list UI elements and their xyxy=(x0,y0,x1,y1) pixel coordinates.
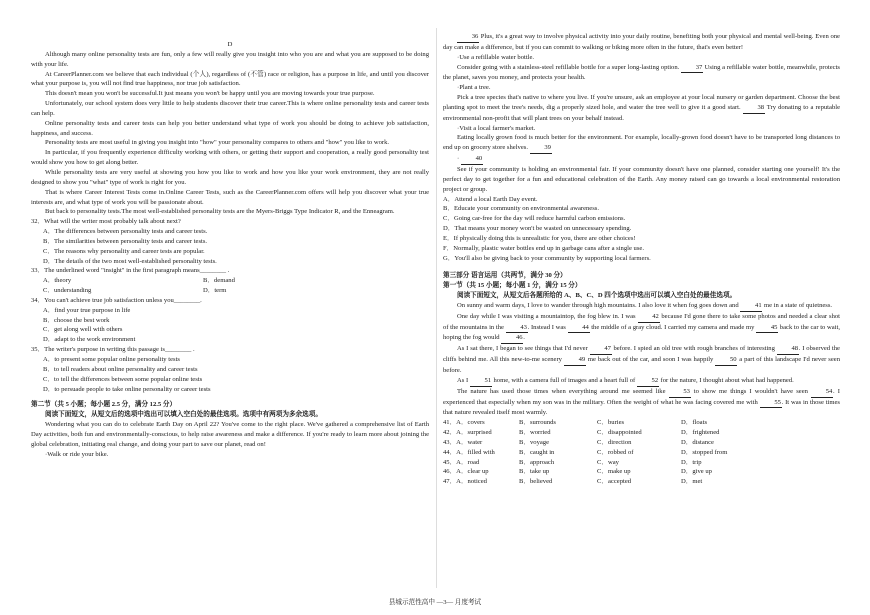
answer-option: C．buries xyxy=(597,419,625,427)
cloze-text: to show me things I wouldn't have seen xyxy=(690,387,812,395)
answer-option: B．surrounds xyxy=(519,419,556,427)
answer-option: 47．A．noticed xyxy=(443,478,487,486)
answer-row xyxy=(443,418,840,428)
answer-option: C．way xyxy=(597,458,619,466)
cloze-blank: 42 xyxy=(638,312,660,323)
answer-option: B．caught in xyxy=(519,448,555,456)
cloze-blank: 52 xyxy=(637,376,659,387)
paragraph-39: Eating locally grown food is much better for the environment. For example, locally-grown food doesn't have to be transported long distances to end up on grocery store shelves. 39 xyxy=(443,133,840,154)
answer-option: D．stopped from xyxy=(681,448,728,456)
blank-36: 36 xyxy=(457,32,479,43)
answer-option: D．give up xyxy=(681,468,712,476)
answer-option: B．approach xyxy=(519,458,555,466)
section-2-instructions: 阅读下面短文，从短文后的选项中选出可以填入空白处的最佳选项。选项中有两项为多余选项。 xyxy=(45,411,322,419)
cloze-text: me back out of the car, and soon I was happily xyxy=(585,356,716,364)
answer-row xyxy=(443,428,840,438)
option-item: C．Going car-free for the day will reduce harmful carbon emissions. xyxy=(443,215,626,223)
cloze-text: . I observed the cliffs behind me. All this new-to-me scenery xyxy=(443,345,840,364)
cloze-blank: 47 xyxy=(590,344,612,355)
cloze-passage xyxy=(443,301,840,418)
passage-paragraph: This doesn't mean you won't be successful.It just means you won't be happy until you are moving towards your true purpose. xyxy=(45,90,375,98)
blank-37: 37 xyxy=(681,63,703,74)
cloze-text: for the nature, I thought about what had happened. xyxy=(658,376,794,384)
cloze-blank: 46 xyxy=(501,333,523,344)
passage-paragraph: While personality tests are very useful at showing you how you like to work and how you like your work environment, they are not really designed to show you "what" type of work is right for you. xyxy=(31,168,429,186)
passage-paragraph: At CareerPlanner.com we believe that each individual (个人), regardless of (不管) race or religion, has a purpose in life, and until you discover what your purpose is, you will not find true happiness, nor true job satisfaction. xyxy=(31,70,429,88)
answer-option: C．direction xyxy=(597,438,632,446)
question-32: 32．What will the writer most probably talk about next? A．The differences between personality tests and career tests. B．The similarities between personality tests and career tests. C．The reasons why personality and career tests are popular. D．The details of the two most well-established personality tests. xyxy=(31,218,217,265)
subheading-market: ·Visit a local farmer's market. xyxy=(457,124,536,132)
earth-day-intro: Wondering what you can do to celebrate Earth Day on April 22? You've come to the right place. We've gathered a comprehensive list of Earth Day activities, both fun and environmentally-conscious, to help raise awareness and make a difference. If you're ready to learn more about joining the global celebration, initiating real change, and doing your part to save our planet, read on! xyxy=(31,421,429,448)
paragraph-36: 36 Plus, it's a great way to involve physical activity into your daily routine, benefiting both your physical and mental well-being. Even one day can make a difference, but if you can commit to walking or biking more often in the future, that's even better! xyxy=(443,33,840,51)
answer-option: C．robbed of xyxy=(597,448,634,456)
passage-paragraph: Although many online personality tests are fun, only a few will really give you insight into who you are and what you are supposed to be doing with your life. xyxy=(31,50,429,68)
question-33: 33．The underlined word "insight" in the first paragraph means________ . A．theory B．demand C．understanding D．term xyxy=(31,267,235,295)
option-item: D．That means your money won't be wasted on unnecessary spending. xyxy=(443,225,632,233)
cloze-text: me in a state of quietness. xyxy=(762,301,833,309)
answer-option: B．worried xyxy=(519,429,551,437)
cloze-text: because I'd gone there to take some photos and needed a clear shot of the mountains in the xyxy=(443,312,840,331)
answer-option: C．make up xyxy=(597,468,631,476)
answer-option: 45．A．road xyxy=(443,458,480,466)
answer-option: D．distance xyxy=(681,438,714,446)
option-item: G．You'll also be giving back to your community by supporting local farmers. xyxy=(443,254,651,262)
cloze-text: . It was in those times that nature revealed itself most warmly. xyxy=(443,398,840,417)
question-34: 34．You can't achieve true job satisfaction unless you________. A．find your true purpose in life B．choose the best work C．get along well with others D．adapt to the work environment xyxy=(31,296,202,344)
cloze-paragraph xyxy=(443,312,840,345)
answer-option: 43．A．water xyxy=(443,438,483,446)
cloze-blank: 43 xyxy=(506,323,528,334)
seven-choice-options xyxy=(443,195,840,264)
cloze-text: before. I spied an old tree with rough branches of interesting xyxy=(611,345,777,353)
passage-d xyxy=(31,50,429,217)
answer-row xyxy=(443,467,840,477)
answer-option: C．accepted xyxy=(597,478,632,486)
cloze-blank: 51 xyxy=(470,376,492,387)
cloze-text: On sunny and warm days, I love to wander through high mountains. I also love it when fog goes down and xyxy=(457,301,741,309)
cloze-blank: 45 xyxy=(756,323,778,334)
cloze-text: . I experienced that especially when my son was in the military. Often the weight of what he was facing covered me with xyxy=(443,387,840,406)
passage-paragraph: Unfortunately, our school system does very little to help students discover their true career.This is where online personality tests and career tests can help. xyxy=(31,100,429,117)
cloze-blank: 54 xyxy=(811,387,833,398)
cloze-blank: 41 xyxy=(740,301,762,312)
cloze-text: One day while I was visiting a mountaintop, the fog blew in. I was xyxy=(457,312,638,320)
cloze-options xyxy=(443,418,840,487)
paragraph-37: Consider going with a stainless-steel refillable bottle for a super long-lasting option. 37 Using a refillable water bottle, meanwhile, protects the planet, saves you money, and protects your health. xyxy=(443,63,840,82)
passage-paragraph: That is where Career Interest Tests come in.Online Career Tests, such as the CareerPlanner.com offers will help you discover what your true interests are, and what type of work you will be passionate about. xyxy=(31,188,429,206)
paragraph-38: Pick a tree species that's native to where you live. If you're unsure, ask an employee at your local nursery or garden department. Choose the best planting spot to meet the tree's needs, dig a properly sized hole, and water the tree well to give it a good start. 38 Try donating to a reputable environmental non-profit that will plant trees on your behalf instead. xyxy=(443,94,840,122)
section-2-title: 第二节（共 5 小题；每小题 2.5 分，满分 12.5 分） xyxy=(31,401,177,409)
subheading-bottle: ·Use a refillable water bottle. xyxy=(457,53,535,61)
cloze-text: The nature has used those times when everything around me seemed like xyxy=(457,387,669,395)
answer-option: B．voyage xyxy=(519,438,550,446)
answer-option: 41．A．covers xyxy=(443,419,485,427)
section-1-title: 第一节（共 15 小题；每小题 1 分，满分 15 分） xyxy=(443,282,582,290)
cloze-blank: 49 xyxy=(564,355,586,366)
cloze-blank: 55 xyxy=(760,398,782,409)
option-item: A．Attend a local Earth Day event. xyxy=(443,195,538,203)
option-item: E．If physically doing this is unrealistic for you, there are other choices! xyxy=(443,234,636,242)
cloze-text: home, with a camera full of images and a heart full of xyxy=(491,376,637,384)
cloze-text: . xyxy=(523,334,525,342)
answer-option: 46．A．clear up xyxy=(443,468,489,476)
cloze-text: . Instead I was xyxy=(527,323,568,331)
cloze-blank: 48 xyxy=(777,344,799,355)
cloze-paragraph xyxy=(443,301,840,312)
answer-option: 42．A．surprised xyxy=(443,429,492,437)
cloze-blank: 44 xyxy=(568,323,590,334)
cloze-text: the middle of a gray cloud. I carried my camera and made my xyxy=(589,323,757,331)
right-column xyxy=(443,32,840,487)
answer-option: D．floats xyxy=(681,419,708,427)
subheading-40: · 40 xyxy=(443,154,840,165)
question-35: 35．The writer's purpose in writing this passage is________ . A．to present some popular online personality tests B．to tell readers about online personality and career tests C．to tell the differences between some popular online tests D．to persuade people to take online personality or career tests xyxy=(31,346,211,393)
answer-option: D．met xyxy=(681,478,703,486)
cloze-paragraph xyxy=(443,376,840,387)
answer-option: B．take up xyxy=(519,468,550,476)
blank-40: 40 xyxy=(461,154,483,165)
cloze-text: a part of this landscape I'd never seen before. xyxy=(443,356,841,374)
cloze-paragraph xyxy=(443,387,840,419)
cloze-text: As I sat there, I began to see things that I'd never xyxy=(457,345,590,353)
cloze-paragraph xyxy=(443,344,840,376)
paragraph-40: See if your community is holding an environmental fair. If your community doesn't have one planned, consider starting one yourself! It's the perfect day to get together for a fun and educational celebration of the Earth. Any money raised can go towards a local environmental restoration project or group. xyxy=(443,165,840,193)
passage-paragraph: Personality tests are most useful in giving you insight into "how" your personality compares to others and "how" you like to work. xyxy=(45,139,390,147)
answer-option: C．disappointed xyxy=(597,429,642,437)
answer-option: D．trip xyxy=(681,458,702,466)
column-divider xyxy=(436,28,437,588)
passage-paragraph: But back to personality tests.The most well-established personality tests are the Myers-Briggs Type Indicator R, and the Enneagram. xyxy=(45,208,395,216)
option-item: B．Educate your community on environmental awareness. xyxy=(443,205,600,213)
subheading-walk: ·Walk or ride your bike. xyxy=(45,450,109,458)
blank-38: 38 xyxy=(743,103,765,114)
answer-option: D．frightened xyxy=(681,429,720,437)
answer-row xyxy=(443,477,840,487)
page-footer: 县城示范性高中 —3— 月度考试 xyxy=(388,599,482,606)
option-item: F．Normally, plastic water bottles end up in garbage cans after a single use. xyxy=(443,244,644,252)
cloze-blank: 50 xyxy=(715,355,737,366)
passage-heading: D xyxy=(227,41,233,48)
passage-paragraph: In particular, if you frequently experience difficulty working with others, or getting their support and cooperation, a really good personality test would show you how to get along better. xyxy=(31,149,429,167)
cloze-text: back to the car to wait, hoping the fog would xyxy=(443,323,841,342)
blank-39: 39 xyxy=(530,143,552,154)
answer-option: B．believed xyxy=(519,478,553,486)
cloze-text: As I xyxy=(457,376,470,384)
subheading-tree: ·Plant a tree. xyxy=(457,84,491,92)
answer-row xyxy=(443,458,840,468)
left-column xyxy=(31,40,429,459)
passage-paragraph: Online personality tests and career tests can help you better understand what type of work you should be doing to achieve job satisfaction, happiness, and success. xyxy=(31,119,429,137)
answer-row xyxy=(443,438,840,448)
answer-option: 44．A．filled with xyxy=(443,448,495,456)
cloze-blank: 53 xyxy=(669,387,691,398)
section-1-instructions: 阅读下面短文，从短文后各题所给的 A、B、C、D 四个选项中选出可以填入空白处的最佳选项。 xyxy=(457,292,737,300)
part-3-title: 第三部分 语言运用（共两节，满分 30 分） xyxy=(443,272,567,280)
answer-row xyxy=(443,448,840,458)
